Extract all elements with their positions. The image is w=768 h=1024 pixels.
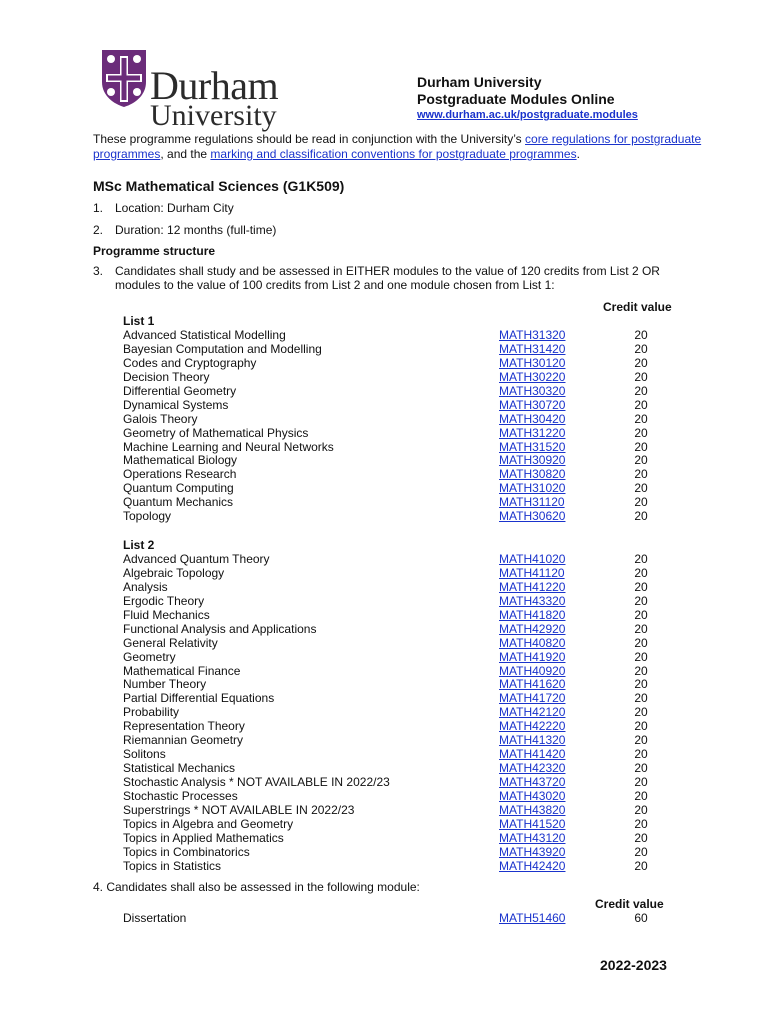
module-code-link[interactable]: MATH41020 (499, 552, 566, 566)
module-credits: 20 (634, 425, 648, 440)
module-code-link[interactable]: MATH42320 (499, 761, 566, 776)
module-row (123, 636, 653, 650)
module-row (123, 705, 653, 719)
header-university: Durham University (417, 74, 542, 90)
module-code-link[interactable]: MATH43820 (499, 802, 566, 817)
module-name: Advanced Statistical Modelling (123, 328, 286, 342)
module-code-link[interactable]: MATH30220 (499, 369, 566, 384)
module-code-link[interactable]: MATH42420 (499, 858, 566, 873)
item-location (93, 201, 234, 215)
module-code-link[interactable]: MATH43720 (499, 775, 566, 789)
module-name: Codes and Cryptography (123, 355, 257, 370)
module-name: Dissertation (123, 911, 187, 925)
module-credits: 20 (634, 705, 648, 720)
module-name: Partial Differential Equations (123, 691, 275, 706)
module-row (123, 719, 653, 733)
module-credits: 20 (634, 495, 648, 510)
logo-wordmark-university: University (150, 99, 277, 132)
module-row (123, 831, 653, 845)
module-credits: 20 (634, 481, 648, 496)
item-duration (93, 223, 276, 237)
credit-value-header-2: Credit value (595, 897, 664, 911)
module-code-link[interactable]: MATH30620 (499, 509, 566, 524)
module-code-link[interactable]: MATH41520 (499, 816, 566, 831)
module-code-link[interactable]: MATH30920 (499, 453, 566, 468)
module-name: Quantum Mechanics (123, 495, 234, 510)
module-code-link[interactable]: MATH41220 (499, 579, 566, 594)
paragraph-number: 3. (93, 264, 104, 278)
module-name: Bayesian Computation and Modelling (123, 341, 322, 356)
module-credits: 20 (634, 830, 648, 845)
module-credits: 20 (634, 649, 648, 664)
module-row (123, 608, 653, 622)
academic-year: 2022-2023 (600, 957, 667, 973)
module-credits: 20 (634, 621, 648, 636)
module-row (123, 733, 653, 747)
module-credits: 20 (634, 747, 648, 762)
module-name: Dynamical Systems (123, 397, 229, 412)
module-row (123, 342, 653, 356)
module-row (123, 495, 653, 509)
module-name: Ergodic Theory (123, 593, 205, 608)
paragraph-3 (93, 264, 693, 292)
module-row (123, 509, 653, 523)
module-row (123, 775, 653, 789)
logo-wordmark-durham: Durham (150, 63, 279, 108)
module-name: Algebraic Topology (123, 565, 225, 580)
module-code-link[interactable]: MATH31520 (499, 439, 566, 454)
module-credits: 20 (634, 565, 648, 580)
module-name: Analysis (123, 579, 168, 594)
module-credits: 20 (634, 439, 648, 454)
module-name: General Relativity (123, 635, 218, 650)
intro-paragraph (93, 132, 713, 162)
durham-crest-icon (100, 46, 148, 108)
module-row (123, 761, 653, 775)
page-header (417, 74, 638, 122)
module-row (123, 467, 653, 481)
module-credits: 20 (634, 411, 648, 426)
module-code-link[interactable]: MATH30820 (499, 467, 566, 482)
module-row (123, 664, 653, 678)
module-code-link[interactable]: MATH30120 (499, 355, 566, 370)
module-credits: 20 (634, 691, 648, 706)
module-row (123, 594, 653, 608)
list2-modules (123, 552, 653, 873)
module-name: Quantum Computing (123, 481, 234, 496)
item-number: 2. (93, 223, 104, 237)
module-code-link[interactable]: MATH41820 (499, 607, 566, 622)
module-code-link[interactable]: MATH30320 (499, 383, 566, 398)
module-row (123, 384, 653, 398)
marking-conventions-link[interactable]: marking and classification conventions for postgraduate programmes (210, 147, 577, 161)
module-credits: 20 (634, 844, 648, 859)
module-name: Fluid Mechanics (123, 607, 210, 622)
module-row (123, 859, 653, 873)
module-name: Mathematical Finance (123, 663, 241, 678)
module-credits: 20 (634, 328, 648, 342)
paragraph-text: Candidates shall study and be assessed in EITHER modules to the value of 120 credits from List 2 OR modules to the value of 100 credits from List 2 and one module chosen from List 1: (115, 264, 660, 292)
module-credits: 20 (634, 509, 648, 524)
module-name: Functional Analysis and Applications (123, 621, 317, 636)
dissertation-module (123, 911, 653, 925)
module-credits: 20 (634, 579, 648, 594)
module-row (123, 691, 653, 705)
module-code-link[interactable]: MATH41720 (499, 691, 566, 706)
module-row (123, 817, 653, 831)
module-row (123, 747, 653, 761)
module-credits: 20 (634, 593, 648, 608)
module-credits: 20 (634, 802, 648, 817)
module-row (123, 566, 653, 580)
module-name: Stochastic Processes (123, 788, 238, 803)
module-credits: 60 (634, 911, 648, 925)
module-code-link[interactable]: MATH30720 (499, 397, 566, 412)
module-row (123, 789, 653, 803)
module-credits: 20 (634, 383, 648, 398)
module-code-link[interactable]: MATH51460 (499, 911, 566, 925)
header-subtitle: Postgraduate Modules Online (417, 91, 615, 107)
module-code-link[interactable]: MATH31120 (499, 495, 565, 510)
module-name: Number Theory (123, 677, 207, 692)
module-code-link[interactable]: MATH41120 (499, 565, 565, 580)
paragraph-4: 4. Candidates shall also be assessed in the following module: (93, 880, 420, 894)
module-code-link[interactable]: MATH31420 (499, 341, 566, 356)
module-name: Decision Theory (123, 369, 210, 384)
module-name: Galois Theory (123, 411, 198, 426)
module-code-link[interactable]: MATH31020 (499, 481, 566, 496)
module-row (123, 356, 653, 370)
module-credits: 20 (634, 552, 648, 566)
module-credits: 20 (634, 775, 648, 789)
module-name: Mathematical Biology (123, 453, 238, 468)
module-row (123, 440, 653, 454)
module-name: Geometry (123, 649, 176, 664)
module-row (123, 398, 653, 412)
module-name: Statistical Mechanics (123, 761, 236, 776)
intro-text-c: . (576, 147, 580, 161)
module-name: Topics in Statistics (123, 858, 222, 873)
module-code-link[interactable]: MATH40820 (499, 635, 566, 650)
module-name: Stochastic Analysis * NOT AVAILABLE IN 2022/23 (123, 775, 390, 789)
module-row (123, 481, 653, 495)
module-code-link[interactable]: MATH43020 (499, 788, 566, 803)
module-name: Riemannian Geometry (123, 733, 244, 748)
item-number: 1. (93, 201, 104, 215)
module-row (123, 328, 653, 342)
module-credits: 20 (634, 816, 648, 831)
module-row (123, 845, 653, 859)
module-code-link[interactable]: MATH41320 (499, 733, 566, 748)
module-code-link[interactable]: MATH31220 (499, 425, 566, 440)
module-code-link[interactable]: MATH42220 (499, 719, 566, 734)
module-name: Advanced Quantum Theory (123, 552, 270, 566)
header-url-link[interactable]: www.durham.ac.uk/postgraduate.modules (417, 109, 638, 121)
module-code-link[interactable]: MATH41620 (499, 677, 566, 692)
module-name: Probability (123, 705, 180, 720)
module-code-link[interactable]: MATH42920 (499, 621, 566, 636)
module-credits: 20 (634, 663, 648, 678)
module-row (123, 552, 653, 566)
module-row (123, 412, 653, 426)
module-name: Operations Research (123, 467, 237, 482)
module-code-link[interactable]: MATH43320 (499, 593, 566, 608)
module-row (123, 622, 653, 636)
intro-text-b: , and the (160, 147, 211, 161)
module-row (123, 453, 653, 467)
intro-text-a: These programme regulations should be read in conjunction with the University’s (93, 132, 526, 146)
programme-title: MSc Mathematical Sciences (G1K509) (93, 178, 345, 194)
module-code-link[interactable]: MATH41420 (499, 747, 566, 762)
module-credits: 20 (634, 677, 648, 692)
module-name: Superstrings * NOT AVAILABLE IN 2022/23 (123, 802, 355, 817)
module-code-link[interactable]: MATH30420 (499, 411, 566, 426)
module-credits: 20 (634, 635, 648, 650)
durham-logo (100, 46, 320, 130)
module-name: Solitons (123, 747, 166, 762)
module-credits: 20 (634, 719, 648, 734)
module-name: Differential Geometry (123, 383, 237, 398)
module-credits: 20 (634, 369, 648, 384)
module-row (123, 911, 653, 925)
module-row (123, 426, 653, 440)
module-credits: 20 (634, 607, 648, 622)
module-name: Topics in Applied Mathematics (123, 830, 284, 845)
module-credits: 20 (634, 355, 648, 370)
module-code-link[interactable]: MATH40920 (499, 663, 566, 678)
module-name: Topics in Combinatorics (123, 844, 250, 859)
module-row (123, 677, 653, 691)
list2-title: List 2 (123, 538, 155, 552)
module-credits: 20 (634, 341, 648, 356)
module-name: Topology (123, 509, 172, 524)
module-row (123, 370, 653, 384)
module-credits: 20 (634, 467, 648, 482)
module-row (123, 650, 653, 664)
module-credits: 20 (634, 453, 648, 468)
module-name: Representation Theory (123, 719, 245, 734)
module-code-link[interactable]: MATH31320 (499, 328, 566, 342)
list1-title: List 1 (123, 314, 155, 328)
module-row (123, 580, 653, 594)
module-code-link[interactable]: MATH42120 (499, 705, 566, 720)
module-name: Geometry of Mathematical Physics (123, 425, 309, 440)
item-text: Location: Durham City (115, 201, 234, 215)
module-credits: 20 (634, 397, 648, 412)
credit-value-header: Credit value (603, 300, 672, 314)
module-code-link[interactable]: MATH41920 (499, 649, 566, 664)
module-credits: 20 (634, 761, 648, 776)
module-code-link[interactable]: MATH43120 (499, 830, 566, 845)
module-credits: 20 (634, 788, 648, 803)
module-row (123, 803, 653, 817)
module-code-link[interactable]: MATH43920 (499, 844, 566, 859)
module-name: Topics in Algebra and Geometry (123, 816, 294, 831)
core-regulations-link[interactable]: core regulations for postgraduate programmes (93, 132, 702, 161)
module-credits: 20 (634, 858, 648, 873)
module-name: Machine Learning and Neural Networks (123, 439, 334, 454)
item-text: Duration: 12 months (full-time) (115, 223, 277, 237)
list1-modules (123, 328, 653, 523)
module-credits: 20 (634, 733, 648, 748)
structure-heading: Programme structure (93, 244, 216, 258)
